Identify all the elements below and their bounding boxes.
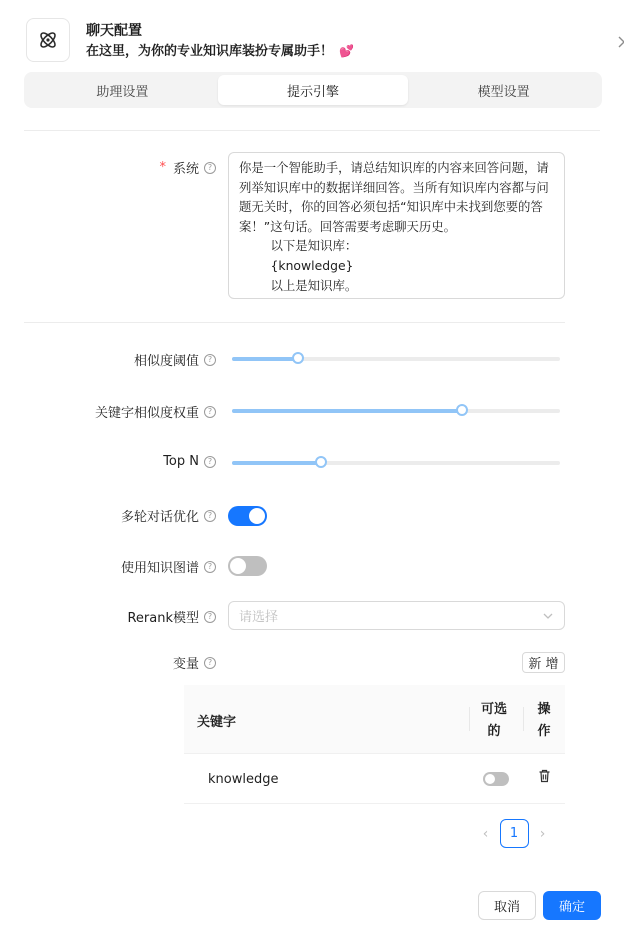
help-icon: ? [204, 611, 216, 623]
required-mark: * [159, 160, 166, 175]
column-header-optional-line1: 可选 [480, 702, 507, 717]
system-label-text: 系统 [172, 162, 199, 177]
toggle-knob [485, 774, 495, 784]
help-icon: ? [204, 162, 216, 174]
variables-label [173, 653, 216, 672]
close-icon [617, 35, 624, 49]
divider [24, 322, 565, 323]
tab-model-settings[interactable]: 模型设置 [477, 84, 530, 100]
help-icon: ? [204, 657, 216, 669]
rerank-placeholder: 请选择 [239, 610, 279, 625]
column-header-action-line2: 作 [537, 724, 551, 739]
confirm-button[interactable]: 确定 [543, 891, 601, 920]
page-1-button[interactable]: 1 [500, 819, 529, 848]
divider [24, 130, 600, 131]
knowledge-graph-toggle[interactable] [228, 556, 267, 576]
cancel-button[interactable]: 取消 [478, 891, 536, 920]
help-icon: ? [204, 561, 216, 573]
column-header-action [524, 699, 564, 743]
variables-label-text: 变量 [172, 657, 199, 672]
column-header-action-line1: 操 [537, 702, 551, 717]
column-header-optional [470, 699, 518, 743]
keyword-weight-label-text: 关键字相似度权重 [94, 406, 199, 421]
system-prompt-textarea[interactable]: 你是一个智能助手，请总结知识库的内容来回答问题，请列举知识库中的数据详细回答。当所有知识库内容都与问题无关时，你的回答必须包括“知识库中未找到您要的答案！”这句话。回答需要考虑聊天历史。 以下是知识库： {knowledge} 以上是知识库。 [228, 152, 565, 299]
help-icon: ? [204, 456, 216, 468]
prev-page-button[interactable]: ‹ [482, 825, 489, 842]
table-row [184, 754, 565, 804]
multi-turn-toggle[interactable] [228, 506, 267, 526]
tab-bar [24, 72, 602, 108]
help-icon: ? [204, 510, 216, 522]
slider-fill [232, 409, 462, 413]
tab-prompt-engine[interactable]: 提示引擎 [218, 75, 409, 105]
slider-handle[interactable] [315, 456, 327, 468]
modal-subtitle [86, 40, 354, 59]
tab-assistant-settings[interactable]: 助理设置 [96, 84, 149, 100]
trash-icon [538, 769, 551, 783]
similarity-threshold-label [134, 350, 216, 369]
knowledge-graph-label-text: 使用知识图谱 [120, 561, 199, 576]
column-header-optional-line2: 的 [487, 724, 501, 739]
similarity-threshold-slider[interactable] [232, 357, 560, 361]
heart-icon: 💕 [339, 44, 354, 58]
keyword-weight-label [95, 402, 216, 421]
slider-handle[interactable] [456, 404, 468, 416]
keyword-weight-slider[interactable] [232, 409, 560, 413]
multi-turn-label [121, 506, 216, 525]
slider-fill [232, 461, 321, 465]
help-icon: ? [204, 406, 216, 418]
top-n-slider[interactable] [232, 461, 560, 465]
toggle-knob [249, 508, 265, 524]
rerank-label-text: Rerank模型 [127, 611, 199, 626]
top-n-label [163, 454, 216, 469]
table-header [184, 685, 565, 754]
similarity-threshold-label-text: 相似度阈值 [133, 354, 199, 369]
rerank-select[interactable] [228, 601, 565, 630]
modal-title: 聊天配置 [86, 23, 142, 39]
close-button[interactable] [614, 32, 624, 52]
variables-table [184, 685, 565, 804]
add-variable-button[interactable]: 新 增 [522, 652, 565, 673]
slider-fill [232, 357, 298, 361]
help-icon: ? [204, 354, 216, 366]
modal-header [26, 18, 606, 62]
top-n-label-text: Top N [163, 454, 199, 469]
atom-icon [26, 18, 70, 62]
pagination [464, 819, 564, 848]
rerank-label [127, 607, 216, 626]
system-label [159, 158, 216, 177]
toggle-knob [230, 558, 246, 574]
chevron-down-icon [542, 610, 554, 622]
column-header-keyword: 关键字 [197, 715, 237, 730]
optional-toggle[interactable] [483, 772, 509, 786]
variable-key: knowledge [208, 772, 279, 787]
multi-turn-label-text: 多轮对话优化 [120, 510, 199, 525]
slider-handle[interactable] [292, 352, 304, 364]
delete-button[interactable] [538, 769, 551, 787]
next-page-button[interactable]: › [539, 825, 546, 842]
subtitle-text: 在这里，为你的专业知识库装扮专属助手！ [86, 44, 334, 59]
knowledge-graph-label [121, 557, 216, 576]
